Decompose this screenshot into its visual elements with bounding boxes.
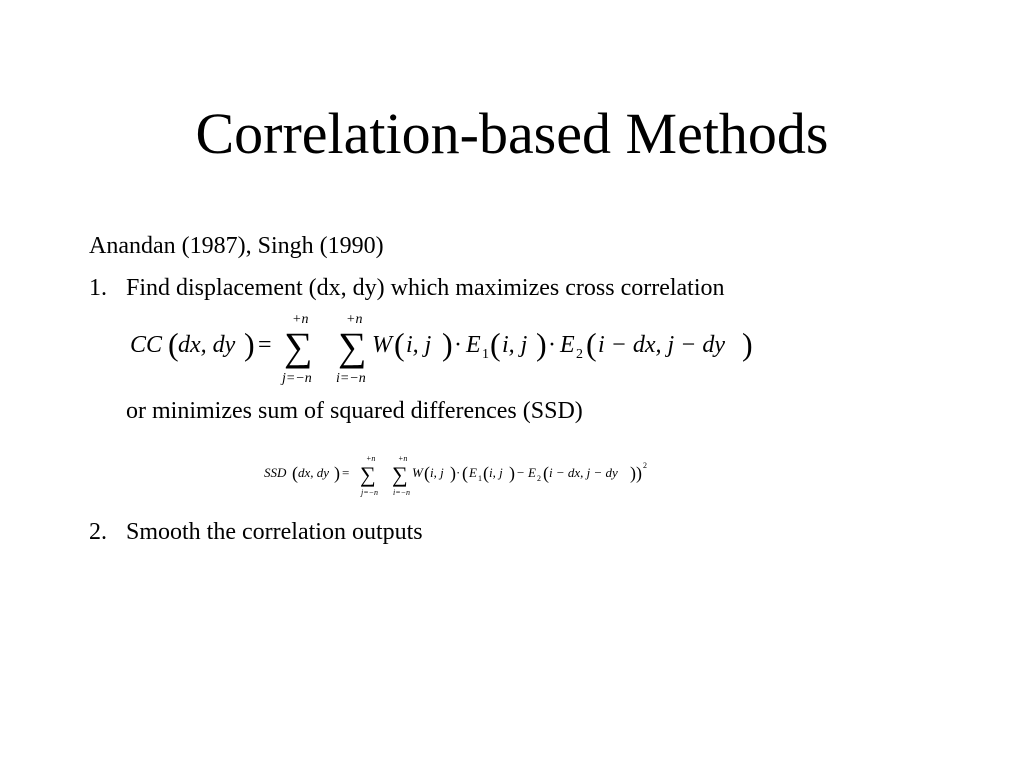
cc-w-open-paren: ( bbox=[394, 326, 405, 362]
ssd-e1-args: i, j bbox=[489, 465, 503, 480]
ssd-e2-close-paren: ) bbox=[630, 463, 636, 483]
ssd-equals: = bbox=[342, 465, 350, 480]
ssd-outer-upper-limit: +n bbox=[366, 454, 376, 463]
ssd-e1-sub: 1 bbox=[478, 474, 482, 483]
cc-w-args: i, j bbox=[406, 332, 432, 358]
slide-title: Correlation-based Methods bbox=[195, 101, 829, 166]
ssd-big-open-paren: ( bbox=[462, 463, 468, 483]
cc-w-close-paren: ) bbox=[442, 326, 453, 362]
ssd-lhs: SSD bbox=[264, 465, 287, 480]
ssd-outer-lower-limit: j=−n bbox=[361, 488, 379, 497]
cc-outer-upper-limit: +n bbox=[292, 312, 309, 327]
cc-e2-args: i − dx, j − dy bbox=[598, 332, 726, 358]
cc-dot-2: · bbox=[548, 332, 556, 358]
ssd-open-paren: ( bbox=[292, 463, 298, 483]
cc-e2-open-paren: ( bbox=[586, 326, 597, 362]
cc-inner-lower-limit: i=−n bbox=[336, 371, 366, 386]
ssd-power: 2 bbox=[643, 461, 647, 470]
ssd-e1: E bbox=[469, 465, 477, 480]
ssd-e2-sub: 2 bbox=[537, 474, 541, 483]
cc-w: W bbox=[372, 332, 392, 358]
ssd-close-paren: ) bbox=[334, 463, 340, 483]
cc-e1-sub: 1 bbox=[482, 347, 489, 362]
ssd-equation-svg bbox=[262, 454, 682, 500]
ssd-big-close-paren: ) bbox=[636, 463, 642, 483]
cc-e2-close-paren: ) bbox=[742, 326, 753, 362]
ssd-w-open-paren: ( bbox=[424, 463, 430, 483]
ssd-w-close-paren: ) bbox=[450, 463, 456, 483]
cc-inner-sum-icon: ∑ bbox=[338, 324, 367, 369]
ssd-e1-close-paren: ) bbox=[509, 463, 515, 483]
ssd-e1-open-paren: ( bbox=[483, 463, 489, 483]
cc-equation-svg bbox=[124, 310, 784, 390]
ssd-e2: E bbox=[528, 465, 536, 480]
cc-open-paren: ( bbox=[168, 326, 179, 362]
cc-dot-1: · bbox=[454, 332, 462, 358]
ssd-intro-text: or minimizes sum of squared differences (SSD) bbox=[126, 398, 583, 424]
ssd-w: W bbox=[412, 465, 423, 480]
ssd-w-args: i, j bbox=[430, 465, 444, 480]
ssd-e2-open-paren: ( bbox=[543, 463, 549, 483]
ssd-e2-args: i − dx, j − dy bbox=[549, 465, 618, 480]
item-1-text: Find displacement (dx, dy) which maximizes cross correlation bbox=[126, 275, 725, 301]
item-2-number: 2. bbox=[89, 519, 107, 545]
cc-e1-open-paren: ( bbox=[490, 326, 501, 362]
cc-args: dx, dy bbox=[178, 332, 236, 358]
ssd-dot: · bbox=[456, 465, 461, 480]
ssd-outer-sum-icon: ∑ bbox=[360, 462, 376, 487]
cc-e2-sub: 2 bbox=[576, 347, 583, 362]
cc-e1: E bbox=[466, 332, 481, 358]
cc-e1-close-paren: ) bbox=[536, 326, 547, 362]
cc-inner-upper-limit: +n bbox=[346, 312, 363, 327]
ssd-inner-lower-limit: i=−n bbox=[393, 488, 411, 497]
cc-lhs: CC bbox=[130, 332, 163, 358]
ssd-inner-upper-limit: +n bbox=[398, 454, 408, 463]
intro-text: Anandan (1987), Singh (1990) bbox=[89, 233, 384, 259]
ssd-minus: − bbox=[517, 465, 525, 480]
item-2-text: Smooth the correlation outputs bbox=[126, 519, 423, 545]
cc-e2: E bbox=[560, 332, 575, 358]
ssd-args: dx, dy bbox=[298, 465, 330, 480]
ssd-inner-sum-icon: ∑ bbox=[392, 462, 408, 487]
cc-close-paren: ) bbox=[244, 326, 255, 362]
cc-outer-lower-limit: j=−n bbox=[282, 371, 312, 386]
item-1-number: 1. bbox=[89, 275, 107, 301]
cc-e1-args: i, j bbox=[502, 332, 528, 358]
cc-equals: = bbox=[258, 332, 272, 358]
cc-outer-sum-icon: ∑ bbox=[284, 324, 313, 369]
